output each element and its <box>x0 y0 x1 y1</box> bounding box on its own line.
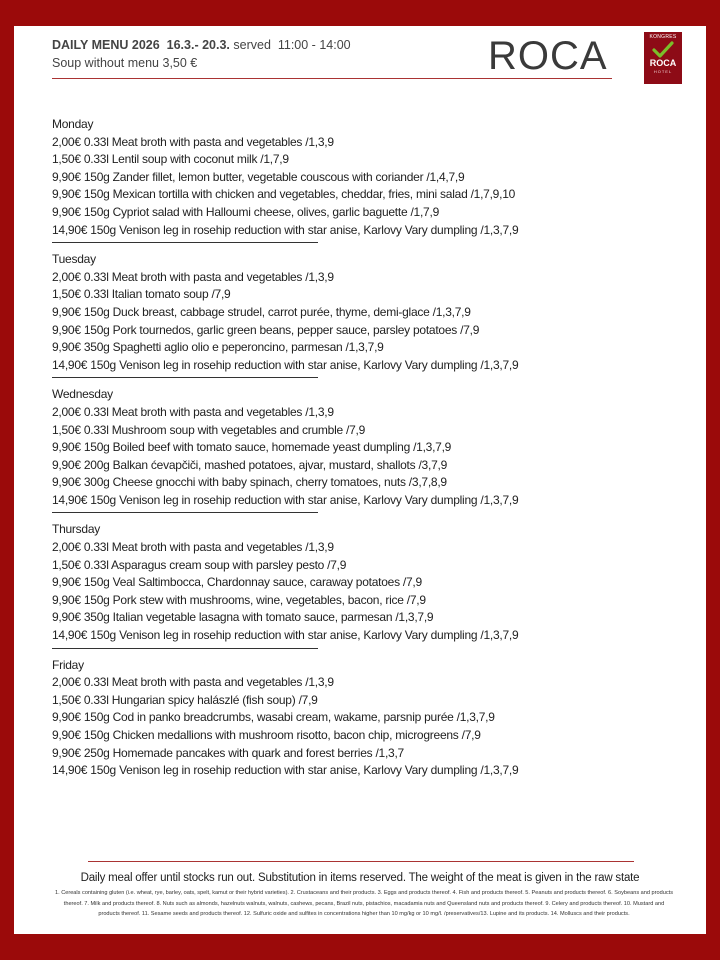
menu-item: 9,90€ 150g Pork stew with mushrooms, wine, vegetables, bacon, rice /7,9 <box>52 592 426 607</box>
day-name: Friday <box>52 657 84 672</box>
menu-title <box>52 38 351 52</box>
menu-item: 2,00€ 0.33l Meat broth with pasta and vegetables /1,3,9 <box>52 134 334 149</box>
logo-bottom-text: HOTEL <box>653 69 673 74</box>
menu-days <box>52 116 692 780</box>
menu-item: 1,50€ 0.33l Italian tomato soup /7,9 <box>52 287 231 302</box>
day-name: Monday <box>52 117 94 131</box>
menu-title-label: DAILY MENU 2026 <box>52 38 160 52</box>
menu-item: 14,90€ 150g Venison leg in rosehip reduction with star anise, Karlovy Vary dumpling /1,3,7,9 <box>52 763 519 778</box>
checkmark-icon <box>652 41 674 59</box>
logo-top-text: KONGRES <box>649 34 677 40</box>
day-section-friday <box>52 657 692 780</box>
menu-item: 9,90€ 250g Homemade pancakes with quark and forest berries /1,3,7 <box>52 745 404 760</box>
menu-item: 9,90€ 150g Chicken medallions with mushroom risotto, bacon chip, microgreens /7,9 <box>52 728 481 742</box>
served-time: 11:00 - 14:00 <box>277 38 351 52</box>
menu-item: 9,90€ 350g Italian vegetable lasagna with tomato sauce, parmesan /1,3,7,9 <box>52 610 434 625</box>
menu-item: 2,00€ 0.33l Meat broth with pasta and vegetables /1,3,9 <box>52 675 334 690</box>
menu-item: 14,90€ 150g Venison leg in rosehip reduction with star anise, Karlovy Vary dumpling /1,3,7,9 <box>52 222 519 237</box>
brand-name: ROCA <box>488 34 608 78</box>
menu-item: 9,90€ 150g Cod in panko breadcrumbs, wasabi cream, wakame, parsnip purée /1,3,7,9 <box>52 710 495 725</box>
menu-dates: 16.3.- 20.3. <box>166 38 230 52</box>
menu-item: 9,90€ 300g Cheese gnocchi with baby spinach, cherry tomatoes, nuts /3,7,8,9 <box>52 475 447 490</box>
menu-item: 1,50€ 0.33l Mushroom soup with vegetables and crumble /7,9 <box>52 422 366 437</box>
day-section-wednesday <box>52 386 692 513</box>
menu-item: 9,90€ 200g Balkan ćevapčiči, mashed potatoes, ajvar, mustard, shallots /3,7,9 <box>52 457 447 472</box>
day-name: Thursday <box>52 522 101 537</box>
menu-item: 9,90€ 150g Cypriot salad with Halloumi cheese, olives, garlic baguette /1,7,9 <box>52 204 439 219</box>
menu-item: 14,90€ 150g Venison leg in rosehip reduction with star anise, Karlovy Vary dumpling /1,3,7,9 <box>52 492 519 507</box>
menu-item: 9,90€ 150g Veal Saltimbocca, Chardonnay sauce, caraway potatoes /7,9 <box>52 575 422 590</box>
soup-note: Soup without menu 3,50 € <box>52 56 198 70</box>
menu-item: 1,50€ 0.33l Asparagus cream soup with parsley pesto /7,9 <box>52 557 347 572</box>
day-section-thursday <box>52 521 692 648</box>
allergen-legend: 1. Cereals containing gluten (i.e. wheat, rye, barley, oats, spelt, kamut or their hybrid varieties). 2. Crustaceans and their products. 3. Eggs and products thereof. 4. Fish and products thereof. 5. Peanuts and products thereof. 6. Soybeans and products thereof. 7. Milk and products thereof. 8. Nuts such as almonds, hazelnuts walnuts, walnuts, cashews, pecans, Brazil nuts, pistachios, macadamia nuts and Queensland nuts and products thereof. 9. Celery and products thereof. 10. Mustard and products thereof. 11. Sesame seeds and products thereof. 12. Sulfuric oxide and sulfites in concentrations higher than 10 mg/kg or 10 mg/l. /preservatives/13. Lupine and its products. 14. Molluscs and their products. <box>54 890 674 917</box>
menu-item: 2,00€ 0.33l Meat broth with pasta and vegetables /1,3,9 <box>52 269 334 284</box>
day-section-tuesday <box>52 251 692 378</box>
menu-item: 9,90€ 150g Mexican tortilla with chicken and vegetables, cheddar, fries, mini salad /1,7,9,10 <box>52 187 516 202</box>
menu-sheet <box>14 26 706 934</box>
menu-item: 14,90€ 150g Venison leg in rosehip reduction with star anise, Karlovy Vary dumpling /1,3,7,9 <box>52 357 519 372</box>
menu-item: 9,90€ 350g Spaghetti aglio olio e peperoncino, parmesan /1,3,7,9 <box>52 340 384 355</box>
menu-item: 1,50€ 0.33l Hungarian spicy halászlé (fish soup) /7,9 <box>52 692 318 707</box>
menu-item: 9,90€ 150g Pork tournedos, garlic green beans, pepper sauce, parsley potatoes /7,9 <box>52 322 480 337</box>
menu-item: 14,90€ 150g Venison leg in rosehip reduction with star anise, Karlovy Vary dumpling /1,3,7,9 <box>52 628 519 643</box>
logo-name: ROCA <box>649 58 677 68</box>
menu-item: 1,50€ 0.33l Lentil soup with coconut milk /1,7,9 <box>52 152 289 167</box>
day-divider <box>52 242 318 243</box>
menu-item: 9,90€ 150g Zander fillet, lemon butter, vegetable couscous with coriander /1,4,7,9 <box>52 169 465 184</box>
day-section-monday <box>52 116 692 243</box>
day-divider <box>52 512 318 513</box>
day-divider <box>52 648 318 649</box>
menu-item: 9,90€ 150g Duck breast, cabbage strudel, carrot purée, thyme, demi-glace /1,3,7,9 <box>52 304 471 319</box>
served-label: served <box>233 38 271 52</box>
hotel-logo <box>644 32 682 84</box>
menu-item: 2,00€ 0.33l Meat broth with pasta and vegetables /1,3,9 <box>52 404 334 419</box>
day-name: Tuesday <box>52 252 96 267</box>
offer-note: Daily meal offer until stocks run out. Substitution in items reserved. The weight of the meat is given in the raw state <box>80 872 640 884</box>
menu-item: 9,90€ 150g Boiled beef with tomato sauce, homemade yeast dumpling /1,3,7,9 <box>52 440 452 455</box>
day-divider <box>52 377 318 378</box>
footer-divider <box>88 861 634 862</box>
day-name: Wednesday <box>52 387 113 402</box>
menu-item: 2,00€ 0.33l Meat broth with pasta and vegetables /1,3,9 <box>52 540 334 555</box>
